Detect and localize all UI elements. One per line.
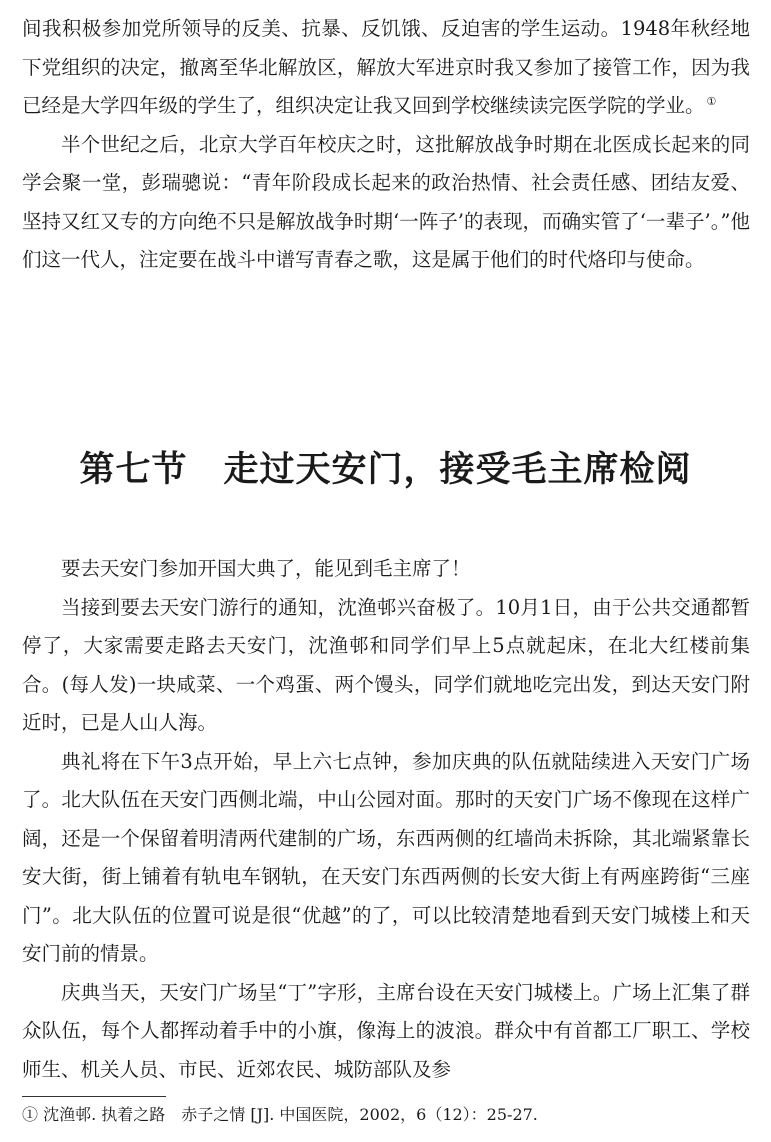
section-heading [0,446,771,494]
paragraph: 间我积极参加党所领导的反美、抗暴、反饥饿、反迫害的学生运动。1948年秋经地下党组织的决定，撤离至华北解放区，解放大军进京时我又参加了接管工作，因为我已经是大学四年级的学生了，组织决定让我又回到学校继续读完医学院的学业。 ① [22,17,750,117]
top-text-block [22,10,750,280]
footnote-reference[interactable]: ① [706,94,717,108]
footnote: ① 沈渔邨. 执着之路 赤子之情 [J]. 中国医院，2002，6（12）：25-27. [22,1105,538,1124]
footnote-divider [22,1096,166,1097]
paragraph: 要去天安门参加开国大典了，能见到毛主席了！ [61,557,471,580]
paragraph: 庆典当天，天安门广场呈“丁”字形，主席台设在天安门城楼上。广场上汇集了群众队伍，每个人都挥动着手中的小旗，像海上的波浪。群众中有首都工厂职工、学校师生、机关人员、市民、近郊农民、城防部队及参 [22,980,750,1081]
paragraph: 半个世纪之后，北京大学百年校庆之时，这批解放战争时期在北医成长起来的同学会聚一堂，彭瑞骢说：“青年阶段成长起来的政治热情、社会责任感、团结友爱、坚持又红又专的方向绝不只是解放战争时期‘一阵子’的表现，而确实管了‘一辈子’。”他们这一代人，注定要在战斗中谱写青春之歌，这是属于他们的时代烙印与使命。 [22,132,750,271]
body-text-block [22,550,750,1089]
section-title: 走过天安门，接受毛主席检阅 [223,449,692,490]
paragraph: 典礼将在下午3点开始，早上六七点钟，参加庆典的队伍就陆续进入天安门广场了。北大队伍在天安门西侧北端，中山公园对面。那时的天安门广场不像现在这样广阔，还是一个保留着明清两代建制的广场，东西两侧的红墙尚未拆除，其北端紧靠长安大街，街上铺着有轨电车钢轨，在天安门东西两侧的长安大街上有两座跨街“三座门”。北大队伍的位置可说是很“优越”的了，可以比较清楚地看到天安门城楼上和天安门前的情景。 [22,749,750,965]
section-number: 第七节 [79,449,188,490]
paragraph: 当接到要去天安门游行的通知，沈渔邨兴奋极了。10月1日，由于公共交通都暂停了，大家需要走路去天安门，沈渔邨和同学们早上5点就起床，在北大红楼前集合。(每人发)一块咸菜、一个鸡蛋、两个馒头，同学们就地吃完出发，到达天安门附近时，已是人山人海。 [22,595,750,734]
